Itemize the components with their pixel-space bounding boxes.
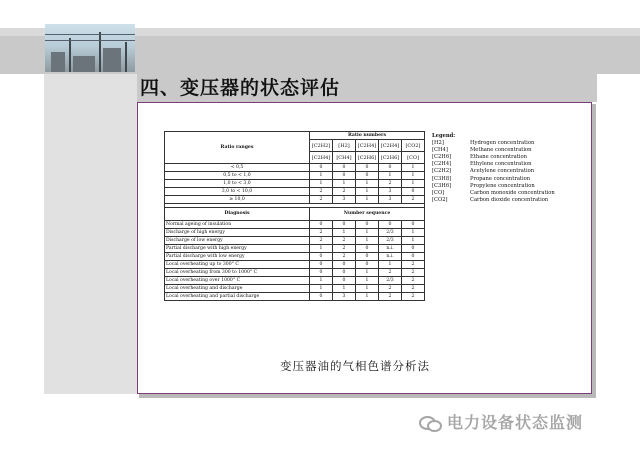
- ratio-value-cell: 0: [356, 164, 379, 172]
- legend-symbol: [CH4]: [432, 147, 448, 154]
- ratio-ranges-header: Ratio ranges: [165, 132, 310, 164]
- diagnosis-value-cell: 0: [402, 221, 425, 229]
- ratio-value-cell: 2: [333, 188, 356, 196]
- diagnosis-row: [165, 261, 425, 269]
- gas-denominator: [CO]: [402, 152, 425, 164]
- diagnosis-value-cell: 1: [356, 293, 379, 301]
- ratio-range-cell: 1,0 to < 3,0: [165, 180, 310, 188]
- diagnosis-value-cell: 1: [356, 237, 379, 245]
- diagnosis-value-cell: 0: [310, 261, 333, 269]
- diagnosis-value-cell: 2: [379, 269, 402, 277]
- ratio-value-cell: 1: [356, 188, 379, 196]
- legend-description: Carbon monoxide concentration: [470, 189, 555, 196]
- gas-numerator: [C2H2]: [310, 140, 333, 152]
- ratio-value-cell: 1: [402, 172, 425, 180]
- gas-numerator: [CO2]: [402, 140, 425, 152]
- legend-title: Legend:: [432, 133, 456, 139]
- substation-photo: [45, 24, 135, 72]
- gas-numerator: [C2H4]: [379, 140, 402, 152]
- diagnosis-label-cell: Local overheating from 300 to 1000° C: [165, 269, 310, 277]
- diagnosis-value-cell: 0: [310, 221, 333, 229]
- legend-row: [432, 190, 555, 197]
- diagnosis-row: [165, 285, 425, 293]
- gas-ratio-table: [164, 131, 425, 301]
- diagnosis-value-cell: 1: [356, 277, 379, 285]
- ratio-row: [165, 172, 425, 180]
- ratio-value-cell: 3: [379, 188, 402, 196]
- diagnosis-row: [165, 245, 425, 253]
- diagnosis-value-cell: n.i.: [379, 245, 402, 253]
- diagnosis-value-cell: 2: [310, 229, 333, 237]
- diagnosis-row: [165, 229, 425, 237]
- ratio-value-cell: 1: [356, 196, 379, 204]
- diagnosis-value-cell: 2/3: [379, 277, 402, 285]
- diagnosis-value-cell: 2/3: [379, 229, 402, 237]
- ratio-value-cell: 0: [402, 188, 425, 196]
- legend-row: [432, 161, 555, 168]
- legend-symbol: [C2H6]: [432, 154, 452, 161]
- diagnosis-value-cell: 1: [402, 237, 425, 245]
- diagnosis-row: [165, 253, 425, 261]
- ratio-value-cell: 1: [402, 164, 425, 172]
- diagnosis-label-cell: Local overheating and partial discharge: [165, 293, 310, 301]
- ratio-value-cell: 0: [356, 172, 379, 180]
- diagnosis-label-cell: Partial discharge with low energy: [165, 253, 310, 261]
- diagnosis-value-cell: 1: [310, 285, 333, 293]
- legend-symbol: [C3H8]: [432, 175, 452, 182]
- diagnosis-header: Diagnosis: [165, 208, 310, 221]
- legend-symbol: [C2H2]: [432, 168, 452, 175]
- diagnosis-label-cell: Partial discharge with high energy: [165, 245, 310, 253]
- ratio-row: [165, 188, 425, 196]
- diagnosis-value-cell: 1: [333, 285, 356, 293]
- diagnosis-value-cell: 2: [402, 269, 425, 277]
- ratio-value-cell: 0: [333, 164, 356, 172]
- watermark: [419, 410, 583, 433]
- legend-row: [432, 168, 555, 175]
- legend-symbol: [C3H6]: [432, 182, 452, 189]
- diagnosis-value-cell: 0: [310, 253, 333, 261]
- number-sequence-header: Number sequence: [310, 208, 425, 221]
- diagnosis-value-cell: 1: [333, 229, 356, 237]
- ratio-row: [165, 164, 425, 172]
- diagnosis-row: [165, 221, 425, 229]
- ratio-range-cell: < 0,5: [165, 164, 310, 172]
- gas-denominator: [C2H6]: [356, 152, 379, 164]
- diagnosis-value-cell: 0: [402, 245, 425, 253]
- legend-description: Acetylene concentration: [470, 168, 535, 175]
- diagnosis-row: [165, 237, 425, 245]
- gas-denominator: [CH4]: [333, 152, 356, 164]
- ratio-value-cell: 3: [379, 196, 402, 204]
- legend-symbol: [H2]: [432, 140, 444, 147]
- legend-symbol: [CO]: [432, 189, 445, 196]
- ratio-value-cell: 1: [333, 180, 356, 188]
- diagnosis-value-cell: 0: [333, 269, 356, 277]
- diagnosis-value-cell: 2: [402, 293, 425, 301]
- legend-description: Ethane concentration: [470, 154, 527, 161]
- legend-description: Propylene concentration: [470, 182, 535, 189]
- legend-row: [432, 154, 555, 161]
- ratio-range-cell: 0,5 to < 1,0: [165, 172, 310, 180]
- diagnosis-value-cell: 0: [356, 253, 379, 261]
- diagnosis-row: [165, 277, 425, 285]
- diagnosis-label-cell: Discharge of low energy: [165, 237, 310, 245]
- legend: [432, 133, 555, 204]
- legend-row: [432, 140, 555, 147]
- ratio-numbers-header: Ratio numbers: [310, 132, 425, 140]
- diagnosis-value-cell: 2: [379, 285, 402, 293]
- ratio-value-cell: 1: [379, 172, 402, 180]
- ratio-range-cell: ≥ 10,0: [165, 196, 310, 204]
- ratio-range-cell: 3,0 to < 10,0: [165, 188, 310, 196]
- ratio-value-cell: 1: [402, 180, 425, 188]
- legend-description: Methane concentration: [470, 147, 532, 154]
- ratio-value-cell: 1: [310, 180, 333, 188]
- ratio-value-cell: 1: [356, 180, 379, 188]
- ratio-value-cell: 0: [310, 164, 333, 172]
- diagnosis-label-cell: Local overheating over 1000° C: [165, 277, 310, 285]
- ratio-value-cell: 2: [402, 196, 425, 204]
- ratio-value-cell: 2: [379, 180, 402, 188]
- diagnosis-label-cell: Local overheating and discharge: [165, 285, 310, 293]
- ratio-value-cell: 0: [333, 172, 356, 180]
- legend-row: [432, 197, 555, 204]
- diagnosis-row: [165, 293, 425, 301]
- ratio-value-cell: 1: [310, 172, 333, 180]
- diagnosis-value-cell: 0: [310, 293, 333, 301]
- diagnosis-value-cell: 0: [310, 269, 333, 277]
- gas-numerator: [C2H4]: [356, 140, 379, 152]
- diagnosis-row: [165, 269, 425, 277]
- diagnosis-value-cell: 2: [379, 293, 402, 301]
- legend-row: [432, 147, 555, 154]
- diagnosis-value-cell: 0: [402, 253, 425, 261]
- diagnosis-value-cell: 3: [333, 293, 356, 301]
- diagnosis-value-cell: 2: [333, 253, 356, 261]
- watermark-text: 电力设备状态监测: [447, 413, 584, 432]
- diagnosis-value-cell: 0: [333, 261, 356, 269]
- diagnosis-value-cell: 1: [310, 277, 333, 285]
- diagnosis-value-cell: 0: [356, 261, 379, 269]
- ratio-value-cell: 2: [310, 188, 333, 196]
- diagnosis-label-cell: Normal ageing of insulation: [165, 221, 310, 229]
- legend-row: [432, 176, 555, 183]
- diagnosis-value-cell: 2: [402, 261, 425, 269]
- diagnosis-value-cell: 2: [333, 245, 356, 253]
- diagnosis-value-cell: 2: [402, 285, 425, 293]
- diagnosis-label-cell: Local overheating up to 300° C: [165, 261, 310, 269]
- diagnosis-value-cell: 1: [356, 229, 379, 237]
- diagnosis-value-cell: 1: [402, 229, 425, 237]
- slide-title: 四、变压器的状态评估: [140, 77, 341, 99]
- diagnosis-value-cell: 0: [356, 245, 379, 253]
- gas-denominator: [C2H6]: [379, 152, 402, 164]
- ratio-value-cell: 2: [310, 196, 333, 204]
- gas-denominator: [C2H4]: [310, 152, 333, 164]
- legend-description: Ethylene concentration: [470, 161, 532, 168]
- diagnosis-value-cell: 0: [379, 221, 402, 229]
- gas-numerator: [H2]: [333, 140, 356, 152]
- diagnosis-value-cell: 0: [356, 221, 379, 229]
- diagnosis-value-cell: 1: [310, 245, 333, 253]
- left-decor-strip: [44, 74, 138, 394]
- diagnosis-value-cell: 1: [379, 261, 402, 269]
- legend-description: Carbon dioxide concentration: [470, 196, 549, 203]
- diagnosis-value-cell: 0: [333, 277, 356, 285]
- diagnosis-value-cell: 2/3: [379, 237, 402, 245]
- diagnosis-value-cell: 0: [333, 221, 356, 229]
- legend-symbol: [CO2]: [432, 196, 448, 203]
- wechat-icon: [419, 414, 441, 430]
- ratio-value-cell: 3: [333, 196, 356, 204]
- diagnosis-value-cell: 2: [310, 237, 333, 245]
- ratio-value-cell: 0: [379, 164, 402, 172]
- legend-description: Propane concentration: [470, 175, 531, 182]
- diagnosis-value-cell: 2: [402, 277, 425, 285]
- diagnosis-value-cell: n.i.: [379, 253, 402, 261]
- diagnosis-value-cell: 1: [356, 285, 379, 293]
- legend-description: Hydrogen concentration: [470, 140, 535, 147]
- ratio-row: [165, 196, 425, 204]
- legend-symbol: [C2H4]: [432, 161, 452, 168]
- diagnosis-value-cell: 2: [333, 237, 356, 245]
- diagnosis-label-cell: Discharge of high energy: [165, 229, 310, 237]
- ratio-row: [165, 180, 425, 188]
- slide-caption: 变压器油的气相色谱分析法: [280, 359, 430, 373]
- diagnosis-value-cell: 1: [356, 269, 379, 277]
- legend-row: [432, 183, 555, 190]
